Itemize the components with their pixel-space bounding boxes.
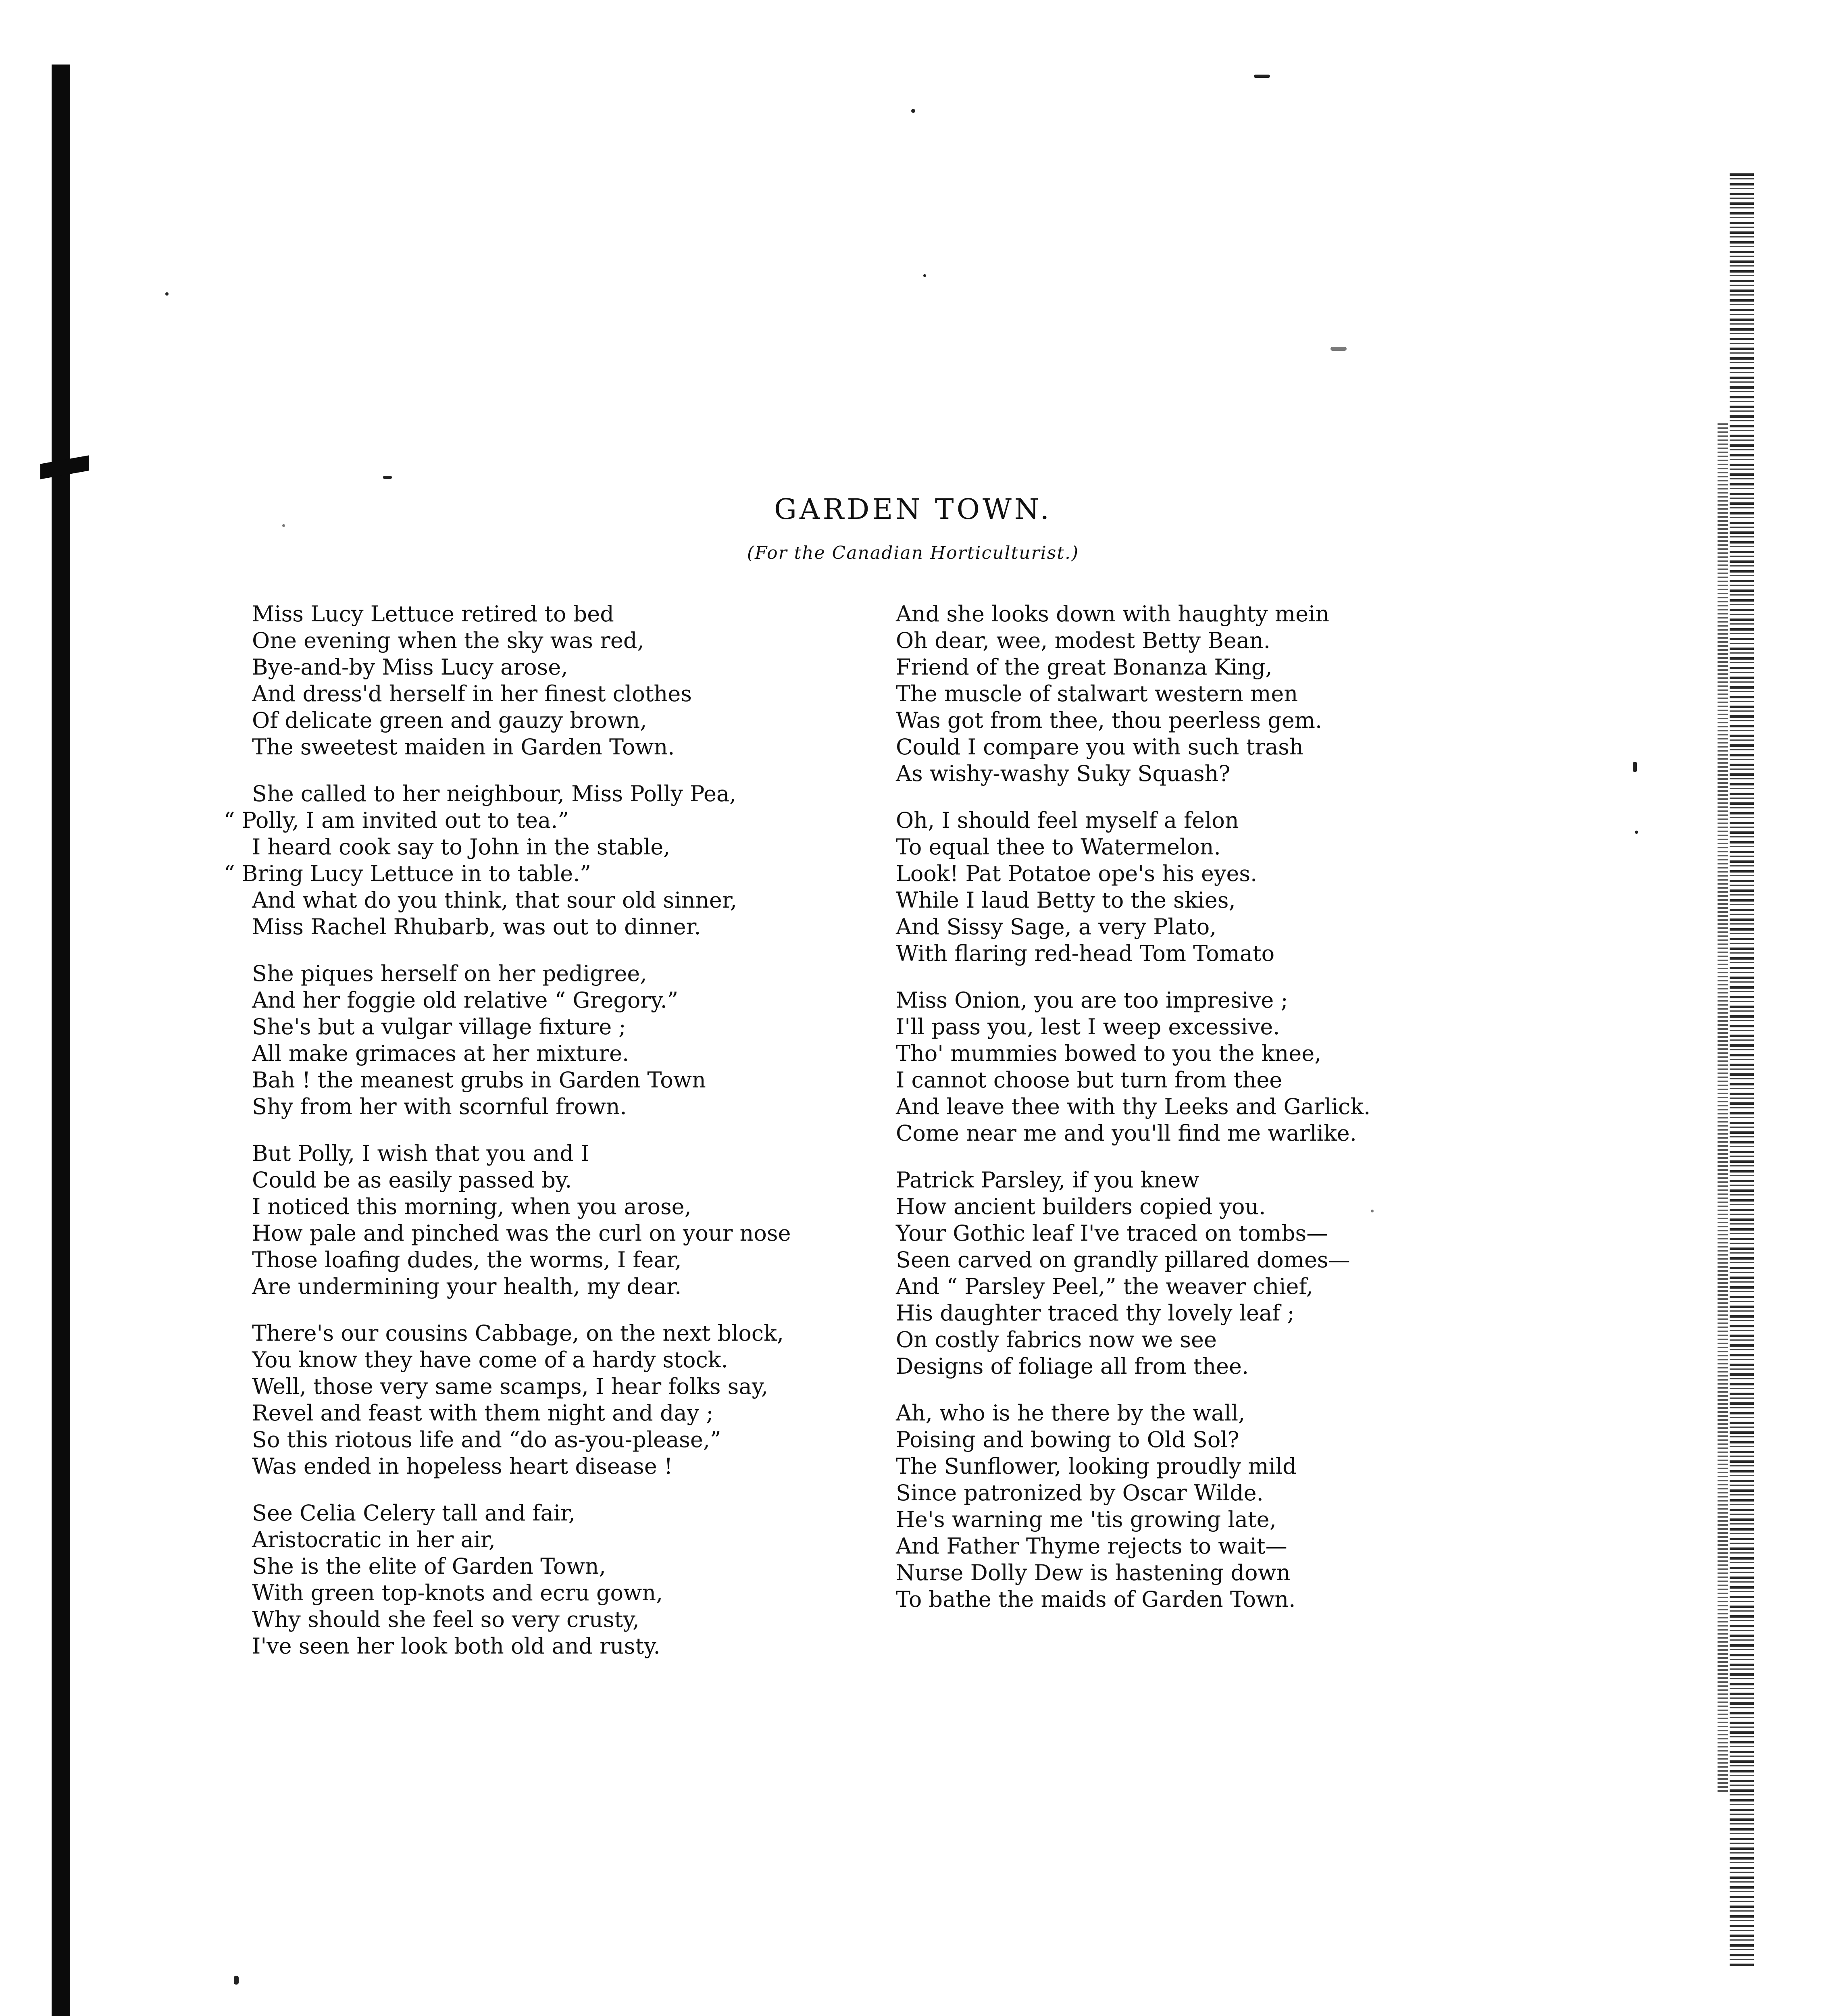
poem-line: The muscle of stalwart western men — [896, 681, 1298, 706]
poem-line: Patrick Parsley, if you knew — [896, 1167, 1199, 1193]
poem-line: How ancient builders copied you. — [896, 1194, 1266, 1219]
poem-line: There's our cousins Cabbage, on the next block, — [252, 1320, 784, 1346]
poem-subtitle: (For the Canadian Horticulturist.) — [747, 543, 1079, 563]
poem-title: GARDEN TOWN. — [774, 493, 1052, 526]
poem-stanza — [252, 1320, 897, 1480]
poem-line: Oh, I should feel myself a felon — [896, 808, 1239, 833]
poem-line: Well, those very same scamps, I hear folks say, — [252, 1374, 768, 1399]
poem-line: As wishy-washy Suky Squash? — [896, 761, 1231, 786]
poem-line: Oh dear, wee, modest Betty Bean. — [896, 628, 1270, 653]
poem-line: Could be as easily passed by. — [252, 1167, 572, 1193]
poem-line: To equal thee to Watermelon. — [896, 834, 1221, 860]
poem-line: All make grimaces at her mixture. — [252, 1041, 629, 1066]
poem-line: Miss Rachel Rhubarb, was out to dinner. — [252, 914, 701, 939]
poem-line: Your Gothic leaf I've traced on tombs— — [896, 1220, 1328, 1246]
poem-line: Designs of foliage all from thee. — [896, 1354, 1249, 1379]
poem-line: Was got from thee, thou peerless gem. — [896, 708, 1322, 733]
scan-speck — [282, 524, 285, 527]
poem-line: So this riotous life and “do as-you-please,” — [252, 1427, 721, 1452]
poem-line: And she looks down with haughty mein — [896, 601, 1330, 627]
poem-line: And Father Thyme rejects to wait— — [896, 1533, 1287, 1559]
poem-stanza — [252, 601, 897, 760]
poem-line: But Polly, I wish that you and I — [252, 1141, 589, 1166]
poem-line: He's warning me 'tis growing late, — [896, 1507, 1276, 1532]
poem-stanza — [224, 781, 897, 940]
poem-line: Poising and bowing to Old Sol? — [896, 1427, 1239, 1452]
poem-line: Shy from her with scornful frown. — [252, 1094, 627, 1119]
poem-line: Look! Pat Potatoe ope's his eyes. — [896, 861, 1258, 886]
poem-line: Miss Onion, you are too impresive ; — [896, 987, 1288, 1013]
scan-edge-right-inner — [1718, 423, 1728, 1794]
scan-speck — [1633, 762, 1637, 772]
scan-speck — [383, 476, 392, 479]
scan-speck — [234, 1976, 239, 1985]
poem-line: Tho' mummies bowed to you the knee, — [896, 1041, 1322, 1066]
poem-line: “ Bring Lucy Lettuce in to table.” — [224, 861, 591, 886]
poem-line: And Sissy Sage, a very Plato, — [896, 914, 1217, 939]
poem-line: Could I compare you with such trash — [896, 734, 1303, 760]
poem-line: See Celia Celery tall and fair, — [252, 1500, 576, 1526]
poem-line: She's but a vulgar village fixture ; — [252, 1014, 626, 1039]
poem-line: Bah ! the meanest grubs in Garden Town — [252, 1067, 706, 1093]
poem-line: Aristocratic in her air, — [252, 1527, 496, 1552]
scan-speck — [923, 274, 926, 277]
poem-line: While I laud Betty to the skies, — [896, 887, 1236, 913]
poem-line: One evening when the sky was red, — [252, 628, 644, 653]
poem-line: Revel and feast with them night and day ; — [252, 1400, 714, 1426]
poem-line: I cannot choose but turn from thee — [896, 1067, 1283, 1093]
scan-speck — [1254, 75, 1270, 78]
poem-line: “ Polly, I am invited out to tea.” — [224, 808, 569, 833]
poem-line: And dress'd herself in her finest clothes — [252, 681, 692, 706]
poem-line: I noticed this morning, when you arose, — [252, 1194, 691, 1219]
poem-line: I've seen her look both old and rusty. — [252, 1633, 660, 1659]
poem-stanza — [896, 987, 1581, 1147]
poem-line: And what do you think, that sour old sinner, — [252, 887, 737, 913]
scan-speck — [165, 292, 169, 296]
poem-line: Come near me and you'll find me warlike. — [896, 1120, 1357, 1146]
poem-line: And “ Parsley Peel,” the weaver chief, — [896, 1274, 1313, 1299]
scan-speck — [1330, 347, 1347, 351]
poem-line: With flaring red-head Tom Tomato — [896, 941, 1275, 966]
poem-line: To bathe the maids of Garden Town. — [896, 1587, 1296, 1612]
poem-line: Miss Lucy Lettuce retired to bed — [252, 601, 614, 627]
poem-line: Those loafing dudes, the worms, I fear, — [252, 1247, 682, 1272]
poem-line: With green top-knots and ecru gown, — [252, 1580, 663, 1606]
poem-stanza — [252, 1140, 897, 1300]
poem-line: And her foggie old relative “ Gregory.” — [252, 987, 679, 1013]
poem-line: Seen carved on grandly pillared domes— — [896, 1247, 1350, 1272]
poem-stanza — [896, 1400, 1581, 1613]
poem-line: His daughter traced thy lovely leaf ; — [896, 1300, 1295, 1326]
poem-stanza — [252, 960, 897, 1120]
poem-stanza — [252, 1500, 897, 1660]
poem-line: Bye-and-by Miss Lucy arose, — [252, 654, 568, 680]
poem-line: She called to her neighbour, Miss Polly Pea, — [252, 781, 737, 806]
scan-speck — [911, 109, 915, 113]
poem-line: Why should she feel so very crusty, — [252, 1607, 639, 1632]
poem-stanza — [896, 1167, 1581, 1380]
poem-line: And leave thee with thy Leeks and Garlick. — [896, 1094, 1371, 1119]
scan-edge-left — [52, 65, 70, 2016]
poem-line: She is the elite of Garden Town, — [252, 1554, 606, 1579]
poem-line: Was ended in hopeless heart disease ! — [252, 1454, 673, 1479]
poem-line: Nurse Dolly Dew is hastening down — [896, 1560, 1291, 1585]
poem-line: You know they have come of a hardy stock. — [252, 1347, 728, 1372]
scan-speck — [1635, 831, 1638, 834]
poem-line: Since patronized by Oscar Wilde. — [896, 1480, 1264, 1506]
scan-edge-right — [1730, 173, 1754, 1968]
poem-stanza — [896, 807, 1581, 967]
poem-line: Ah, who is he there by the wall, — [896, 1400, 1245, 1426]
poem-line: The Sunflower, looking proudly mild — [896, 1454, 1297, 1479]
poem-line: She piques herself on her pedigree, — [252, 961, 647, 986]
poem-line: Of delicate green and gauzy brown, — [252, 708, 647, 733]
poem-stanza — [896, 601, 1581, 787]
poem-line: How pale and pinched was the curl on your nose — [252, 1220, 791, 1246]
poem-line: Are undermining your health, my dear. — [252, 1274, 682, 1299]
poem-line: On costly fabrics now we see — [896, 1327, 1217, 1352]
poem-left-column — [224, 601, 897, 1680]
poem-line: Friend of the great Bonanza King, — [896, 654, 1272, 680]
poem-right-column — [896, 601, 1581, 1633]
poem-line: I heard cook say to John in the stable, — [252, 834, 670, 860]
poem-line: The sweetest maiden in Garden Town. — [252, 734, 675, 760]
poem-line: I'll pass you, lest I weep excessive. — [896, 1014, 1280, 1039]
